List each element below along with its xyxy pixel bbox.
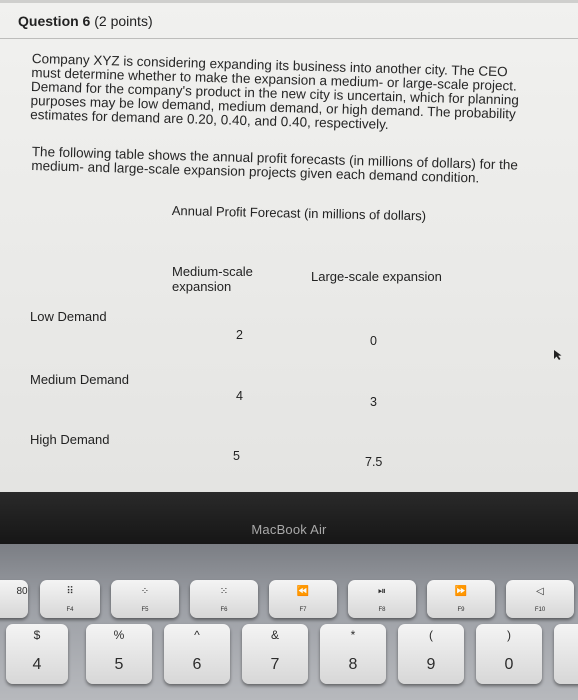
keyboard-dim-icon: ⁘ [140,586,150,597]
f5-key[interactable]: ⁘ F5 [111,580,179,618]
f9-key[interactable]: ⏩ F9 [427,580,495,618]
launchpad-icon: ⠿ [66,586,74,597]
f3-key[interactable]: 80 [0,580,28,618]
cell-low-medium: 2 [236,328,243,342]
fast-forward-icon: ⏩ [454,586,468,597]
cell-high-large: 7.5 [365,455,383,469]
f6-key[interactable]: ⁙ F6 [190,580,258,618]
column-header-medium: Medium-scale expansion [172,264,253,294]
row-label-medium: Medium Demand [30,372,129,387]
key-6[interactable]: ^ 6 [164,624,230,684]
rewind-icon: ⏪ [296,586,310,597]
question-paragraph-1: Company XYZ is considering expanding its business into another city. The CEO must determine whether to make the expansion a medium- or large-scale project. Demand for the company's product in the new city is uncertain, which for planning purposes may be low demand, medium demand, or high demand. The probability estimates for demand are 0.20, 0.40, and 0.40, respectively. [30,51,520,132]
table-title: Annual Profit Forecast (in millions of dollars) [171,203,427,224]
key-4[interactable]: $ 4 [6,624,68,684]
cell-high-medium: 5 [233,449,240,463]
f8-key[interactable]: ⏯ F8 [348,580,416,618]
mouse-cursor-icon [553,349,563,361]
row-label-low: Low Demand [30,309,107,324]
key-7[interactable]: & 7 [242,624,308,684]
cell-medium-large: 3 [370,395,377,409]
play-pause-icon: ⏯ [378,586,386,597]
laptop-brand-label: MacBook Air [251,522,327,537]
screen-top-border [0,0,578,3]
cell-medium-medium: 4 [236,389,243,403]
mute-icon: ◁ [536,586,544,597]
heading-divider [0,38,578,39]
question-number: Question 6 [18,13,91,29]
question-points: (2 points) [94,13,153,29]
key-minus[interactable] [554,624,578,684]
key-9[interactable]: ( 9 [398,624,464,684]
key-8[interactable]: * 8 [320,624,386,684]
f7-key[interactable]: ⏪ F7 [269,580,337,618]
question-heading [18,13,153,29]
cell-low-large: 0 [370,334,377,348]
key-5[interactable]: % 5 [86,624,152,684]
question-paragraph-2: The following table shows the annual profit forecasts (in millions of dollars) for the medium- and large-scale expansion projects given each demand condition. [31,144,519,186]
row-label-high: High Demand [30,432,110,447]
key-0[interactable]: ) 0 [476,624,542,684]
f4-key[interactable]: ⠿ F4 [40,580,100,618]
column-header-large: Large-scale expansion [311,269,442,284]
f10-key[interactable]: ◁ F10 [506,580,574,618]
keyboard-brighten-icon: ⁙ [219,586,229,597]
